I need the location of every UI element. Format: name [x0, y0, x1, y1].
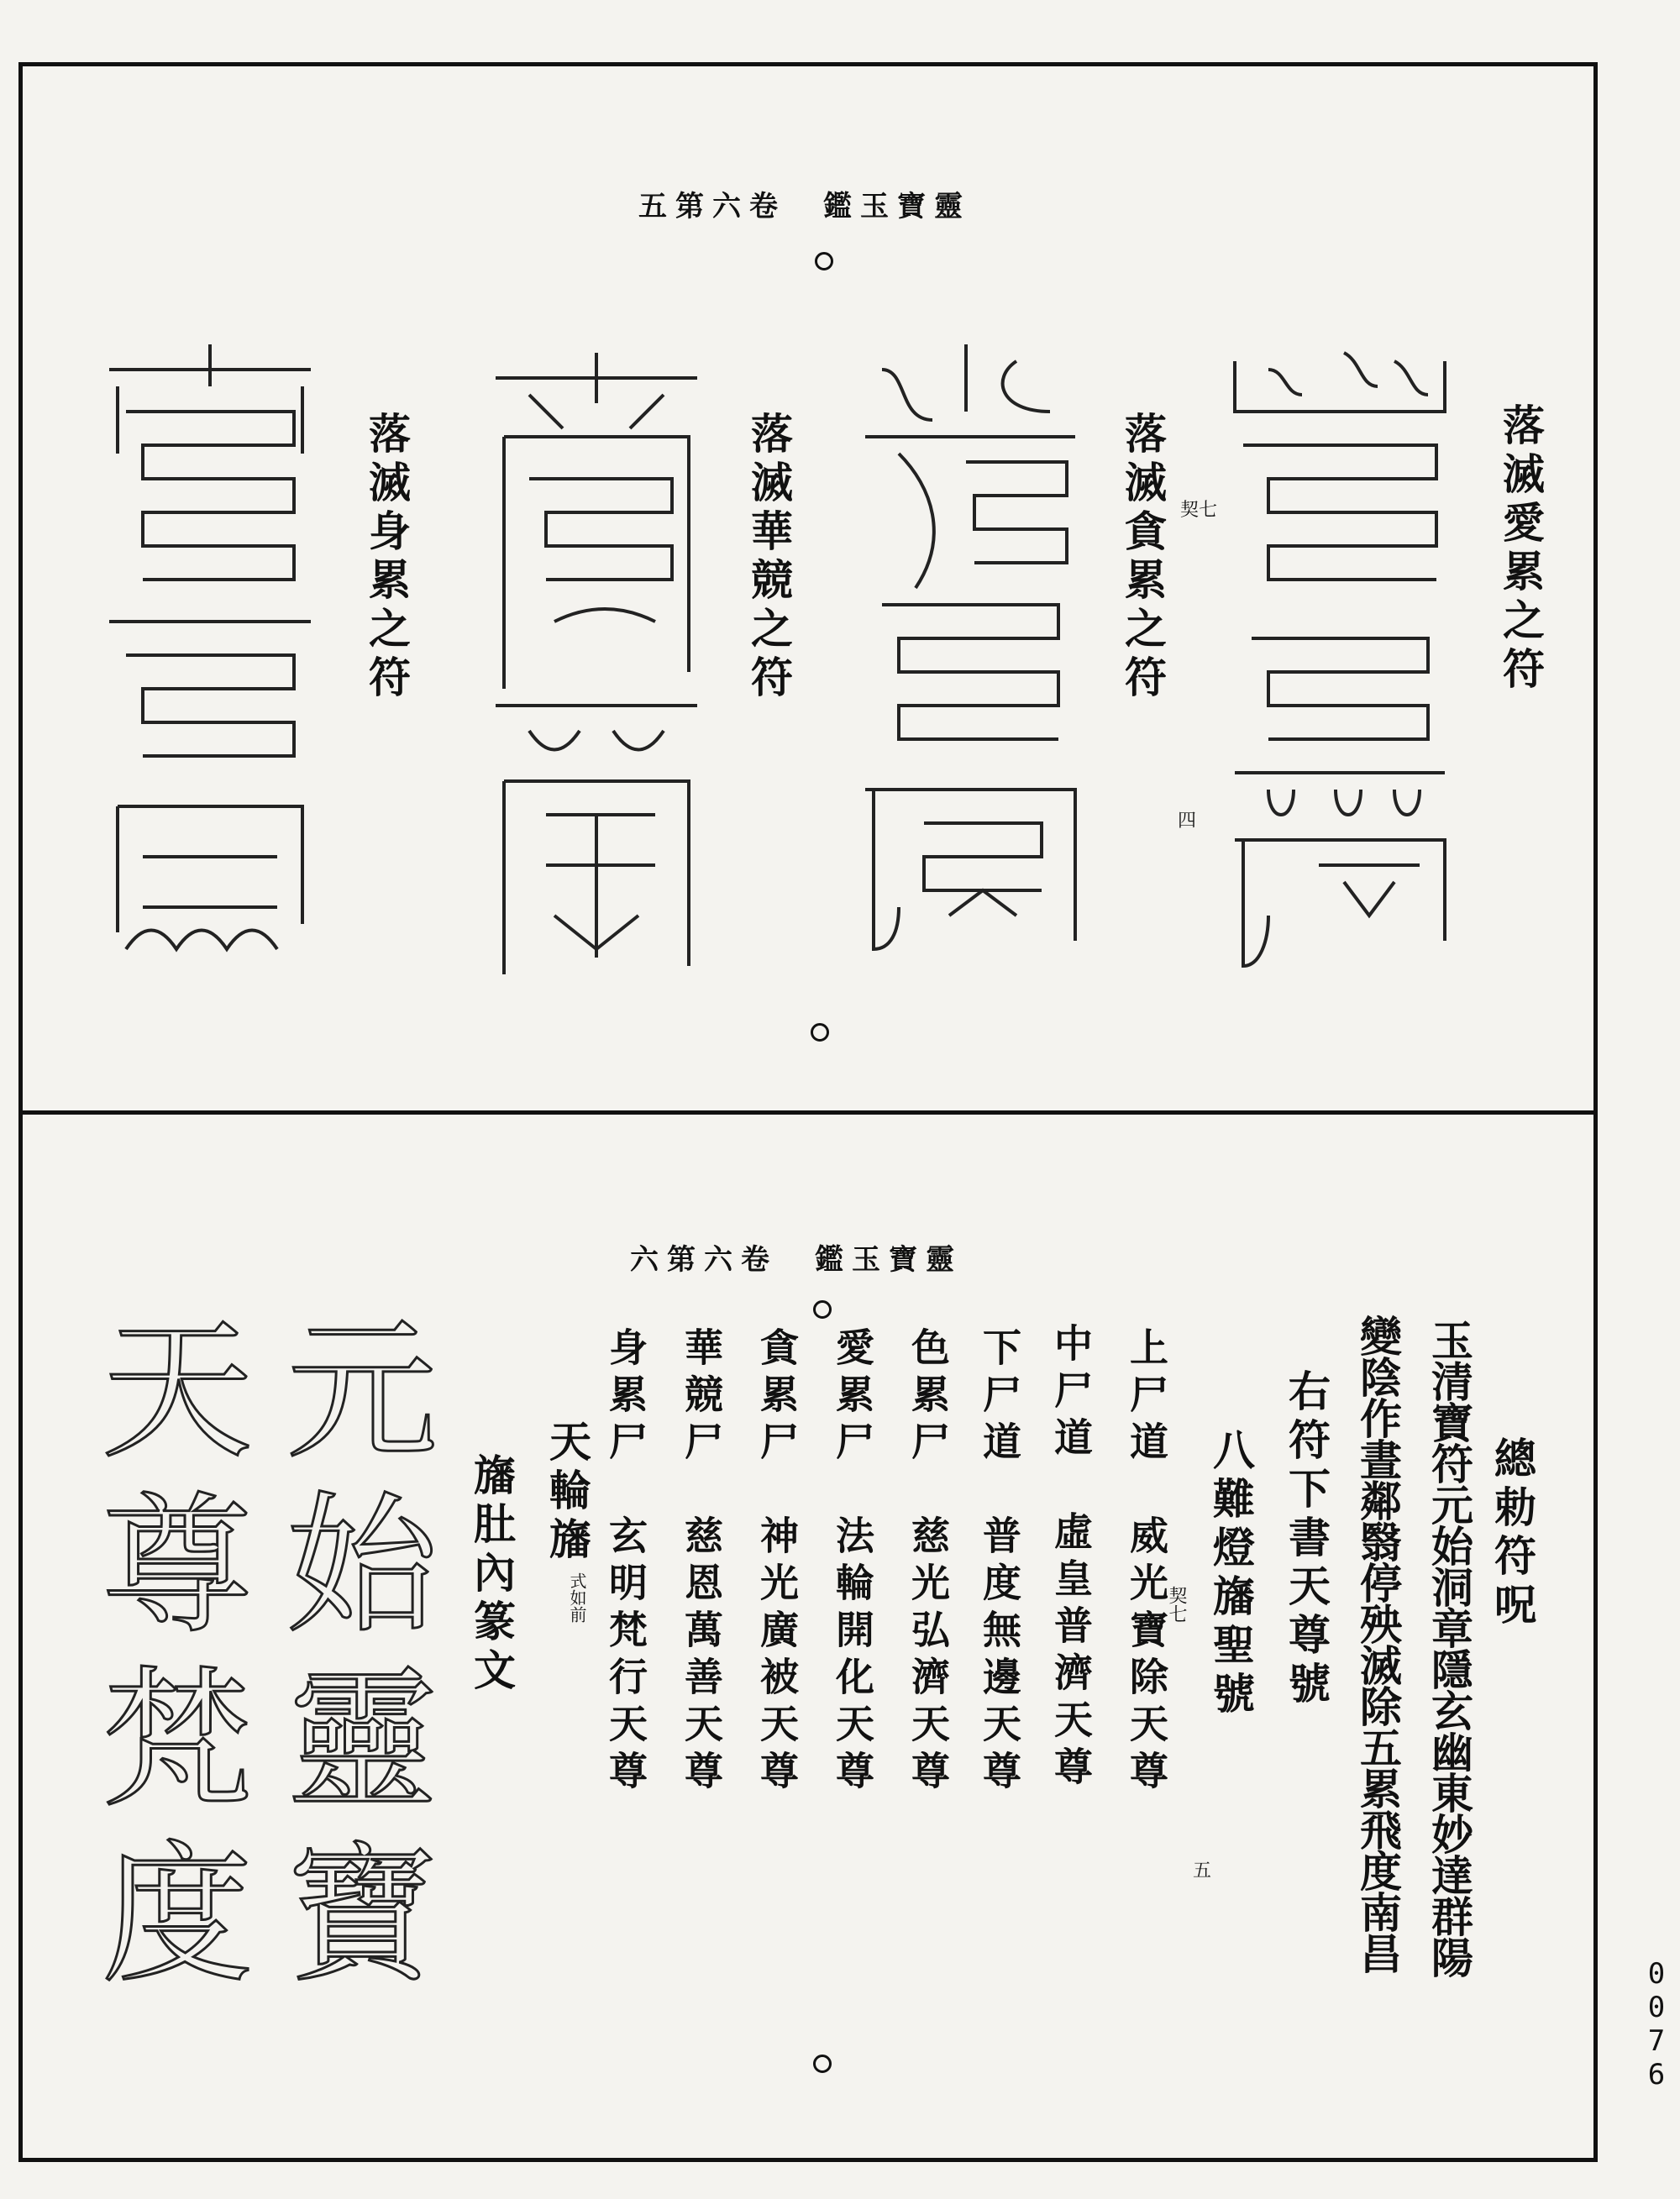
- talisman-glyph: [848, 336, 1092, 974]
- binding-hole: [813, 1300, 832, 1319]
- seal-script-column: 天尊梵度: [76, 1310, 252, 2009]
- text-column: 下尸道 普度無邊天尊: [977, 1327, 1022, 1798]
- annotation-note: 式如前: [567, 1572, 587, 1623]
- text-column: 色累尸 慈光弘濟天尊: [906, 1327, 951, 1798]
- bottom-page-header: 六第六卷 鑑玉寶靈: [630, 1243, 963, 1277]
- text-column: 華競尸 慈恩萬善天尊: [679, 1327, 724, 1798]
- binding-hole: [815, 252, 833, 270]
- page-divider: [18, 1110, 1598, 1115]
- talisman-glyph: [479, 344, 714, 983]
- page-mark: 四: [1178, 811, 1197, 832]
- text-column: 八難燈旛聖號: [1206, 1428, 1256, 1720]
- annotation-note: 契七: [1180, 500, 1218, 521]
- text-column: 旛肚內篆文: [467, 1453, 517, 1697]
- text-column: 玉清寶符元始洞章隱玄幽東妙達群陽: [1425, 1319, 1474, 1977]
- top-page-header: 五第六卷 鑑玉寶靈: [638, 190, 971, 223]
- page-mark: 五: [1193, 1860, 1212, 1881]
- text-column: 上尸道 威光寶除天尊: [1124, 1327, 1169, 1798]
- folio-number: 0 0 7 6: [1647, 1957, 1666, 2091]
- talisman-label: 落滅華競之符: [744, 412, 794, 704]
- talisman-label: 落滅貪累之符: [1118, 412, 1168, 704]
- binding-hole: [813, 2055, 832, 2073]
- text-column: 變陰作晝鄰翳停殃滅除五累飛度南昌: [1353, 1315, 1403, 1973]
- text-column: 愛累尸 法輪開化天尊: [830, 1327, 875, 1798]
- text-column: 右符下書天尊號: [1282, 1369, 1331, 1710]
- text-column: 總勅符呪: [1488, 1436, 1537, 1631]
- talisman-label: 落滅身累之符: [362, 412, 412, 704]
- text-column: 身累尸 玄明梵行天尊: [603, 1327, 648, 1798]
- talisman-glyph: [1218, 336, 1462, 974]
- text-column: 貪累尸 神光廣被天尊: [754, 1327, 800, 1798]
- binding-hole: [811, 1023, 829, 1042]
- text-column: 天輪旛: [543, 1420, 592, 1566]
- talisman-label: 落滅愛累之符: [1496, 403, 1546, 695]
- seal-script-column: 元始靈寶: [261, 1310, 437, 2009]
- talisman-glyph: [92, 336, 328, 974]
- text-column: 中尸道 虛皇普濟天尊: [1048, 1323, 1094, 1793]
- annotation-note: 契七: [1166, 1586, 1187, 1623]
